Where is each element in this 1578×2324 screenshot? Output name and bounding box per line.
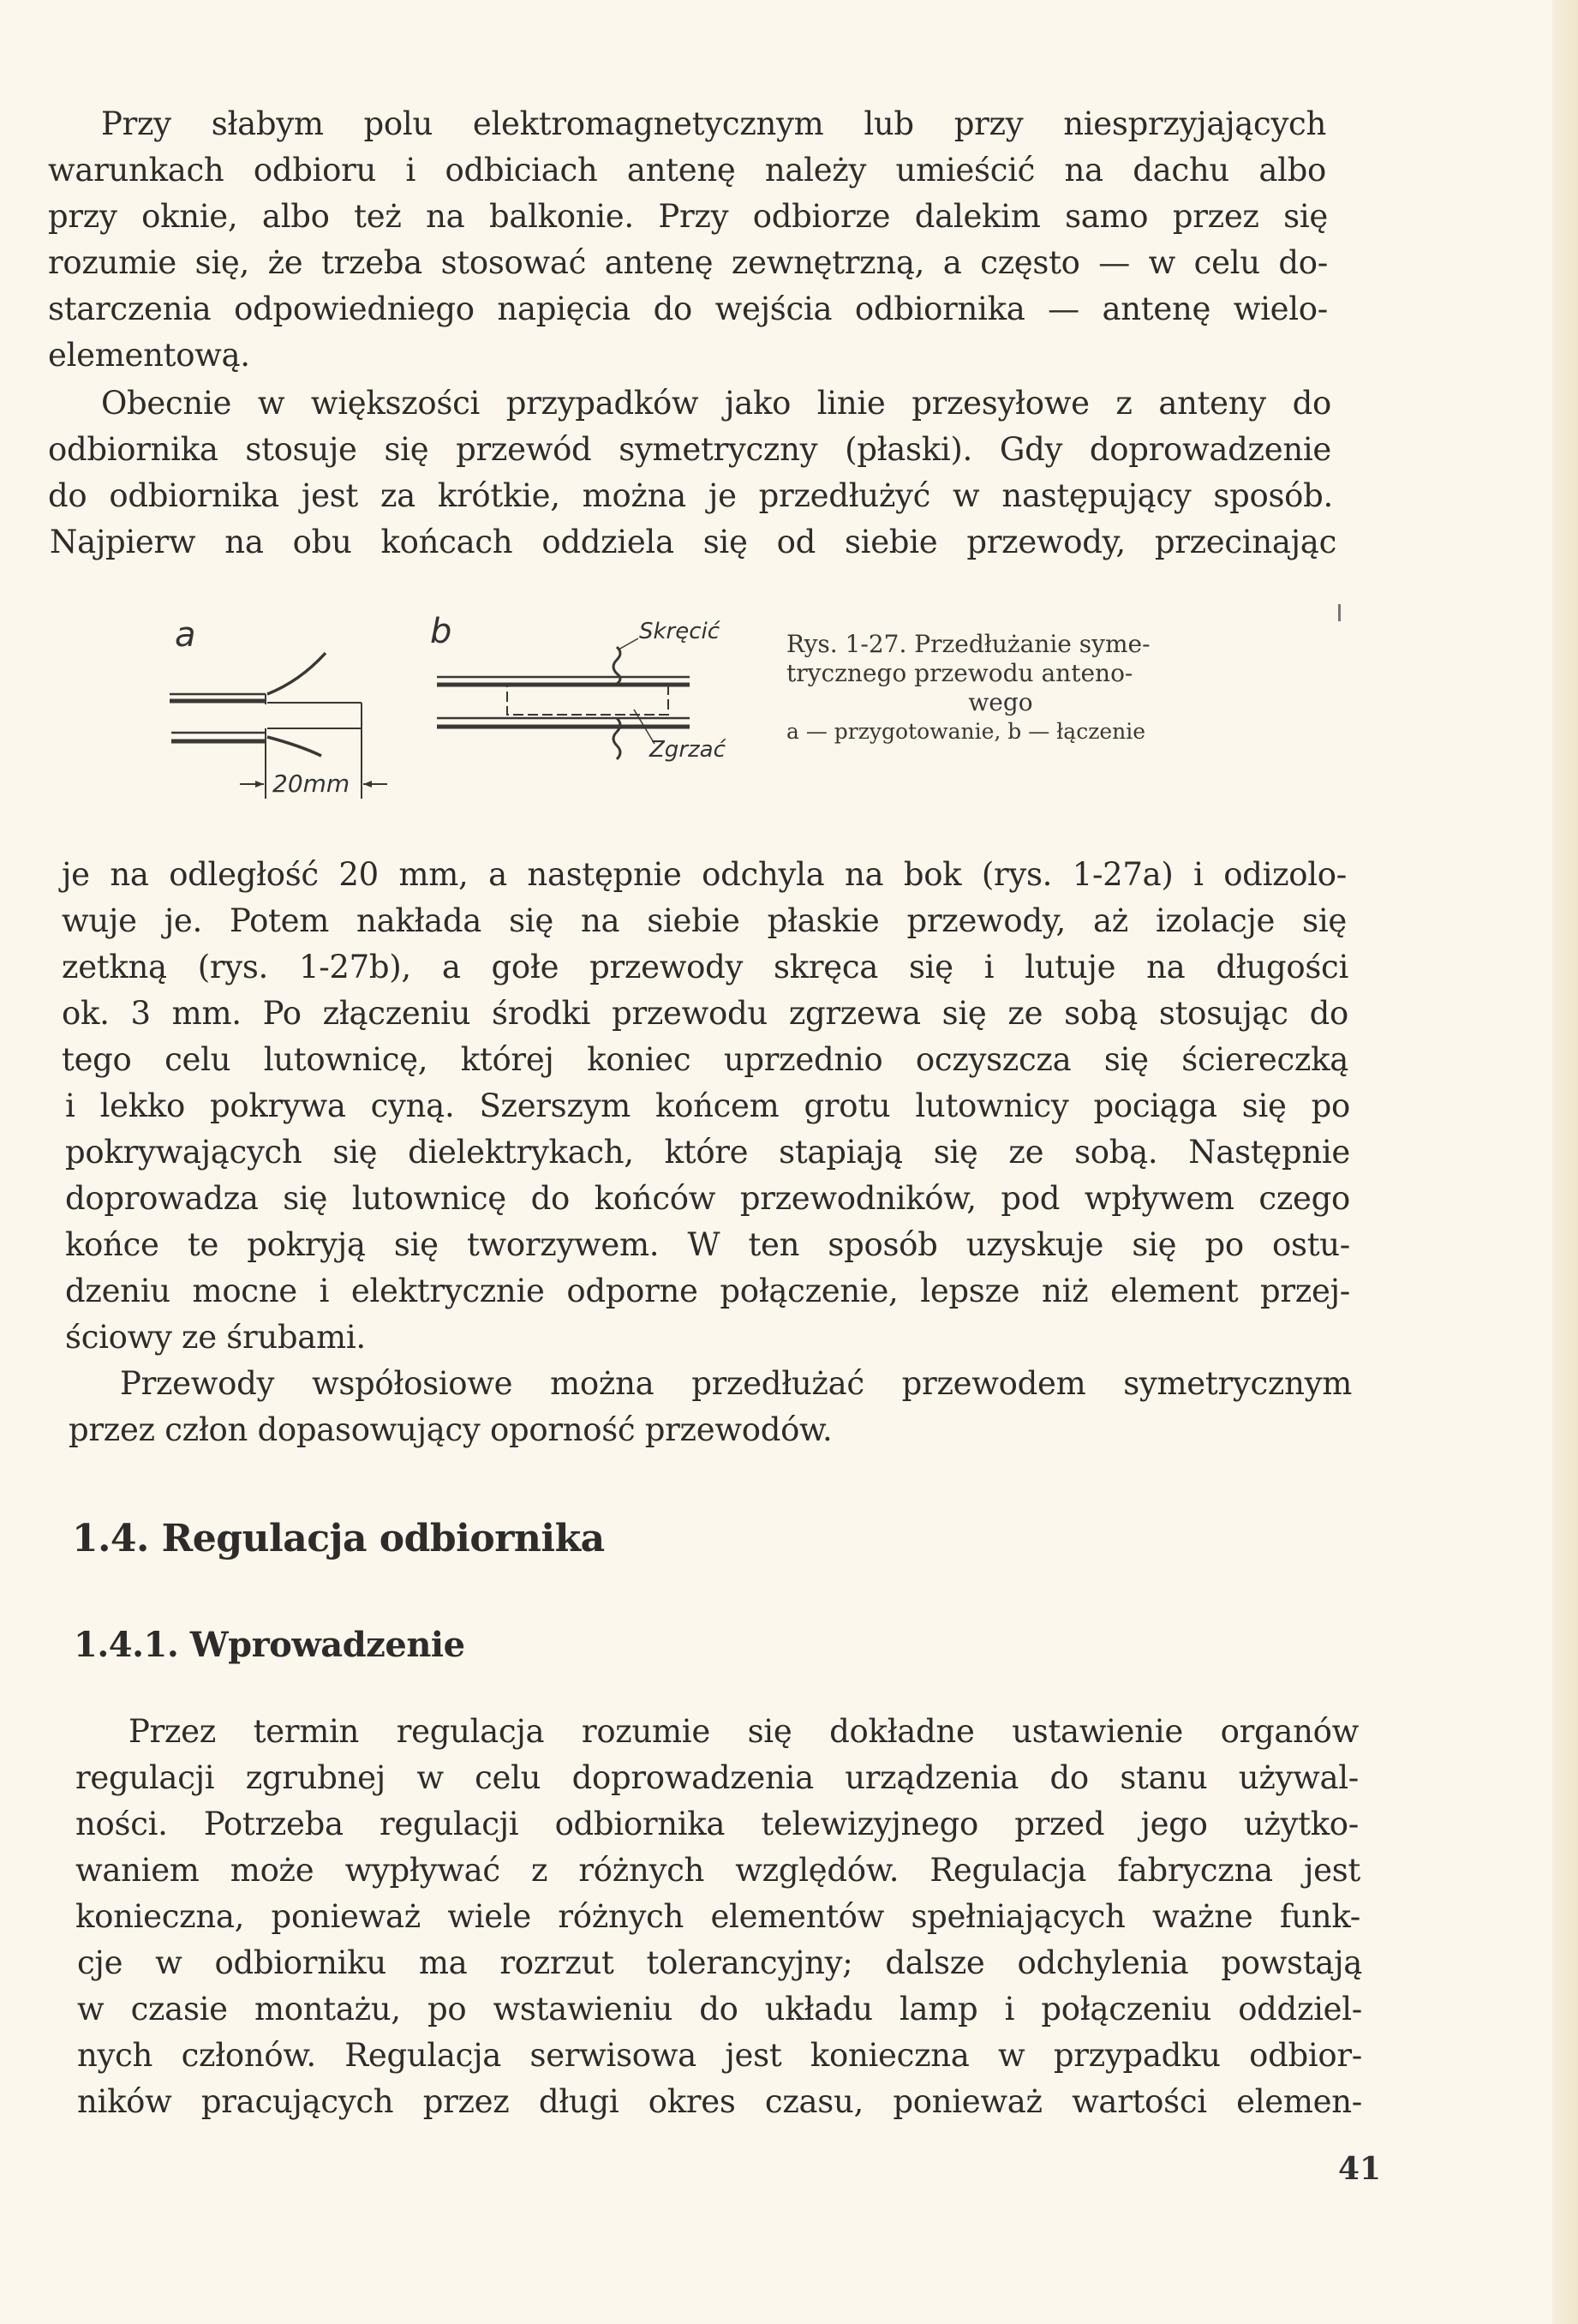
caption-line: trycznego przewodu anteno- — [786, 659, 1133, 687]
text-line: cje w odbiorniku ma rozrzut tolerancyjny; dalsze odchylenia powstają — [77, 1944, 1362, 1981]
text-line: waniem może wypływać z różnych względów. Regulacja fabryczna jest — [75, 1852, 1360, 1889]
text-line: przez człon dopasowujący oporność przewodów. — [69, 1411, 833, 1448]
caption-line: Rys. 1-27. Przedłużanie syme- — [786, 630, 1151, 658]
label-a: a — [175, 615, 196, 655]
text-line: nych członów. Regulacja serwisowa jest konieczna w przypadku odbior- — [77, 2037, 1362, 2074]
text-line: doprowadza się lutownicę do końców przewodników, pod wpływem czego — [65, 1180, 1350, 1217]
section-heading: 1.4. Regulacja odbiornika — [72, 1517, 605, 1560]
label-b: b — [430, 612, 452, 651]
text-line: Przy słabym polu elektromagnetycznym lub przy niesprzyjających — [101, 105, 1326, 142]
label-weld: Zgrzać — [649, 737, 726, 763]
text-line: i lekko pokrywa cyną. Szerszym końcem grotu lutownicy pociąga się po — [65, 1087, 1350, 1124]
caption-legend: a — przygotowanie, b — łączenie — [786, 719, 1146, 744]
dimension-label: 20mm — [272, 770, 350, 798]
text-line: rozumie się, że trzeba stosować antenę zewnętrzną, a często — w celu do- — [48, 244, 1328, 281]
margin-mark — [1338, 604, 1341, 621]
page-number: 41 — [1338, 2151, 1382, 2187]
text-line: przy oknie, albo też na balkonie. Przy odbiorze dalekim samo przez się — [48, 198, 1328, 235]
text-line: warunkach odbioru i odbiciach antenę należy umieścić na dachu albo — [48, 152, 1326, 189]
text-line: regulacji zgrubnej w celu doprowadzenia urządzenia do stanu używal- — [75, 1759, 1359, 1796]
text-line: elementową. — [48, 337, 250, 374]
figure-caption — [786, 630, 1249, 746]
text-line: konieczna, ponieważ wiele różnych elementów spełniających ważne funk- — [75, 1898, 1360, 1935]
text-line: zetkną (rys. 1-27b), a gołe przewody skręca się i lutuje na długości — [62, 949, 1348, 985]
text-line: ników pracujących przez długi okres czasu, ponieważ wartości elemen- — [77, 2083, 1362, 2120]
text-line: Przez termin regulacja rozumie się dokładne ustawienie organów — [129, 1713, 1359, 1750]
caption-line: wego — [968, 688, 1033, 716]
text-line: odbiornika stosuje się przewód symetryczny (płaski). Gdy doprowadzenie — [48, 431, 1331, 468]
page-edge — [1552, 0, 1578, 2324]
text-line: w czasie montażu, po wstawieniu do układu lamp i połączeniu oddziel- — [77, 1991, 1362, 2028]
text-line: do odbiornika jest za krótkie, można je przedłużyć w następujący sposób. — [48, 477, 1333, 514]
text-line: ściowy ze śrubami. — [65, 1319, 366, 1356]
text-line: starczenia odpowiedniego napięcia do wejścia odbiornika — antenę wielo- — [48, 290, 1328, 327]
text-line: Najpierw na obu końcach oddziela się od siebie przewody, przecinając — [50, 524, 1336, 560]
text-line: je na odległość 20 mm, a następnie odchyla na bok (rys. 1-27a) i odizolo- — [62, 856, 1347, 893]
text-line: Obecnie w większości przypadków jako linie przesyłowe z anteny do — [101, 385, 1331, 422]
text-line: ok. 3 mm. Po złączeniu środki przewodu zgrzewa się ze sobą stosując do — [62, 995, 1348, 1032]
text-line: tego celu lutownicę, której koniec uprzednio oczyszcza się ściereczką — [62, 1041, 1348, 1078]
label-twist: Skręcić — [639, 619, 720, 644]
text-line: Przewody współosiowe można przedłużać przewodem symetrycznym — [120, 1365, 1352, 1402]
figure-diagram — [154, 600, 754, 806]
text-line: końce te pokryją się tworzywem. W ten sposób uzyskuje się po ostu- — [65, 1226, 1350, 1263]
text-line: dzeniu mocne i elektrycznie odporne połączenie, lepsze niż element przej- — [65, 1273, 1350, 1309]
text-line: ności. Potrzeba regulacji odbiornika telewizyjnego przed jego użytko- — [75, 1806, 1359, 1842]
text-line: pokrywających się dielektrykach, które stapiają się ze sobą. Następnie — [65, 1134, 1350, 1171]
subsection-heading: 1.4.1. Wprowadzenie — [74, 1625, 465, 1665]
text-line: wuje je. Potem nakłada się na siebie płaskie przewody, aż izolacje się — [62, 902, 1347, 939]
